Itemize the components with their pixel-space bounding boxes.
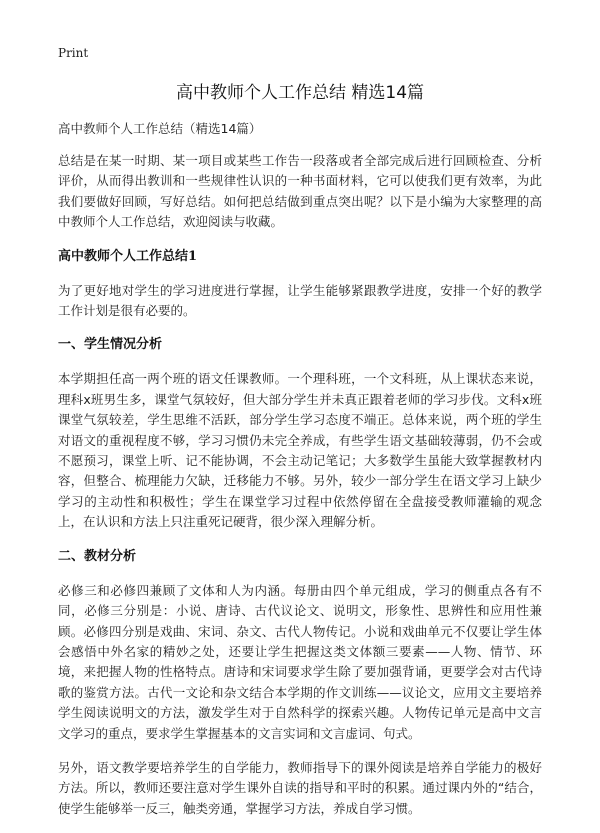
article-heading: 高中教师个人工作总结1 [58, 248, 198, 264]
print-link[interactable]: Print [58, 46, 89, 60]
section-heading-student-analysis: 一、学生情况分析 [58, 337, 163, 353]
intro-paragraph: 总结是在某一时期、某一项目或某些工作告一段落或者全部完成后进行回顾检查、分析评价，从而得出教训和一些规律性认识的一种书面材料，它可以使我们更有效率，为此我们要做好回顾，写好总结。如何把总结做到重点突出呢？以下是小编为大家整理的高中教师个人工作总结，欢迎阅读与收藏。 [58, 153, 542, 230]
document-subtitle: 高中教师个人工作总结（精选14篇） [58, 121, 262, 136]
article-intro-paragraph: 为了更好地对学生的学习进度进行掌握，让学生能够紧跟教学进度，安排一个好的教学工作计划是很有必要的。 [58, 282, 542, 319]
document-title: 高中教师个人工作总结 精选14篇 [175, 83, 425, 103]
self-study-paragraph: 另外，语文教学要培养学生的自学能力，教师指导下的课外阅读是培养自学能力的极好方法。所以，教师还要注意对学生课外自读的指导和平时的积累。通过课内外的“结合，使学生能够举一反三，触类旁通，掌握学习方法，养成自学习惯。 [58, 759, 542, 816]
textbook-analysis-paragraph: 必修三和必修四兼顾了文体和人为内涵。每册由四个单元组成，学习的侧重点各有不同，必修三分别是：小说、唐诗、古代议论文、说明文，形象性、思辨性和应用性兼顾。必修四分别是戏曲、宋词、杂文、古代人物传记。小说和戏曲单元不仅要让学生体会感悟中外名家的精妙之处，还要让学生把握这类文体额三要素——人物、情节、环境，来把握人物的性格特点。唐诗和宋词要求学生除了要加强背诵，更要学会对古代诗歌的鉴赏方法。古代一文论和杂文结合本学期的作文训练——议论文，应用文主要培养学生阅读说明文的方法，激发学生对于自然科学的探索兴趣。人物传记单元是高中文言文学习的重点，要求学生掌握基本的文言实词和文言虚词、句式。 [58, 582, 542, 741]
document-body [58, 119, 542, 833]
section-heading-textbook-analysis: 二、教材分析 [58, 548, 137, 564]
student-analysis-paragraph: 本学期担任高一两个班的语文任课教师。一个理科班，一个文科班，从上课状态来说，理科x班男生多，课堂气氛较好，但大部分学生并未真正跟着老师的学习步伐。文科x班课堂气氛较差，学生思维不活跃，部分学生学习态度不端正。总体来说，两个班的学生对语文的重视程度不够，学习习惯仍未完全养成，有些学生语文基础较薄弱，仍不会或不愿预习，课堂上听、记不能协调，不会主动记笔记；大多数学生虽能大致掌握教材内容，但整合、梳理能力欠缺，迁移能力不够。另外，较少一部分学生在语文学习上缺少学习的主动性和积极性；学生在课堂学习过程中依然停留在全盘接受教师灌输的观念上，在认识和方法上只注重死记硬背，很少深入理解分析。 [58, 371, 542, 530]
